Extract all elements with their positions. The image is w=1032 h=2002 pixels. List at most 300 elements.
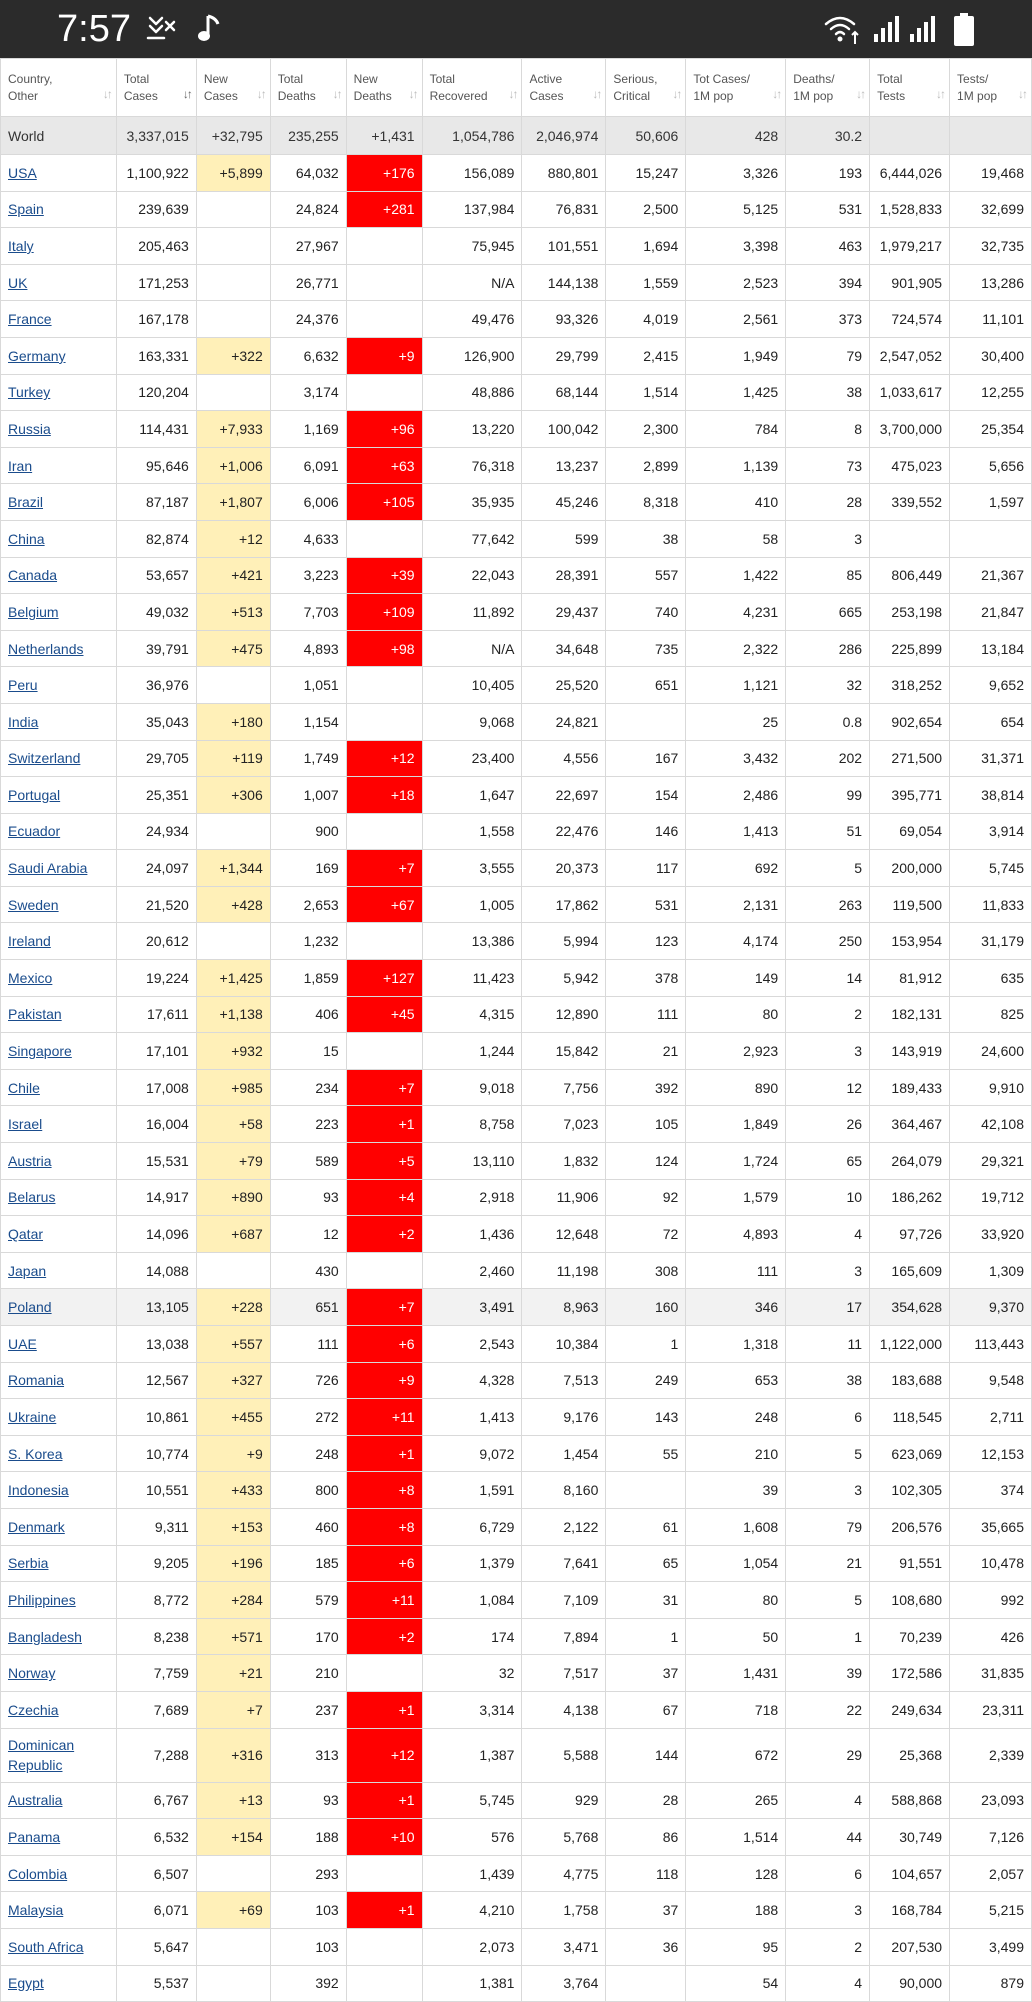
- cell-total-tests: 318,252: [870, 667, 950, 704]
- column-header-deaths-per-1m[interactable]: [786, 59, 870, 117]
- cell-total-tests: 395,771: [870, 777, 950, 814]
- cell-new-deaths: [346, 1855, 422, 1892]
- cell-total-cases: 24,934: [116, 813, 196, 850]
- cell-total-tests: 271,500: [870, 740, 950, 777]
- table-row: [1, 411, 1032, 448]
- cell-tot-cases-per-1m: 1,121: [686, 667, 786, 704]
- cell-total-cases: 12,567: [116, 1362, 196, 1399]
- cell-new-deaths: [346, 1033, 422, 1070]
- cell-total-cases: 163,331: [116, 337, 196, 374]
- cell-new-deaths: +6: [346, 1545, 422, 1582]
- cell-new-cases: +985: [196, 1069, 270, 1106]
- cell-total-deaths: 293: [270, 1855, 346, 1892]
- cell-country[interactable]: Poland: [1, 1289, 117, 1326]
- cell-total-recovered: 10,405: [422, 667, 522, 704]
- cell-deaths-per-1m: 3: [786, 520, 870, 557]
- cell-deaths-per-1m: 5: [786, 850, 870, 887]
- cell-country[interactable]: Chile: [1, 1069, 117, 1106]
- column-header-label: Total Tests: [877, 71, 906, 103]
- cell-total-deaths: 6,091: [270, 447, 346, 484]
- cell-total-tests: 207,530: [870, 1928, 950, 1965]
- cell-deaths-per-1m: 10: [786, 1179, 870, 1216]
- cell-country[interactable]: Ireland: [1, 923, 117, 960]
- cell-total-recovered: 9,068: [422, 703, 522, 740]
- column-header-new-deaths[interactable]: [346, 59, 422, 117]
- cell-total-recovered: 1,084: [422, 1582, 522, 1619]
- cell-country[interactable]: UK: [1, 264, 117, 301]
- cell-total-recovered: 2,543: [422, 1326, 522, 1363]
- cell-total-recovered: 8,758: [422, 1106, 522, 1143]
- sort-icon[interactable]: ↓↑: [508, 87, 517, 101]
- cell-new-deaths: +67: [346, 886, 422, 923]
- cell-serious-critical: 15,247: [606, 155, 686, 192]
- table-row: [1, 557, 1032, 594]
- cell-country[interactable]: Czechia: [1, 1691, 117, 1728]
- cell-country[interactable]: Brazil: [1, 484, 117, 521]
- column-header-total-deaths[interactable]: [270, 59, 346, 117]
- cell-deaths-per-1m: 286: [786, 630, 870, 667]
- cell-total-cases: 87,187: [116, 484, 196, 521]
- cell-total-recovered: 2,073: [422, 1928, 522, 1965]
- cell-tests-per-1m: 29,321: [950, 1143, 1032, 1180]
- cell-total-cases: 29,705: [116, 740, 196, 777]
- cell-serious-critical: 118: [606, 1855, 686, 1892]
- cell-total-tests: 901,905: [870, 264, 950, 301]
- cell-total-deaths: 12: [270, 1216, 346, 1253]
- cell-tot-cases-per-1m: 58: [686, 520, 786, 557]
- cell-country[interactable]: Spain: [1, 191, 117, 228]
- cell-total-deaths: 93: [270, 1179, 346, 1216]
- column-header-tests-per-1m[interactable]: [950, 59, 1032, 117]
- table-row: [1, 594, 1032, 631]
- cell-country[interactable]: Turkey: [1, 374, 117, 411]
- cell-country[interactable]: Netherlands: [1, 630, 117, 667]
- cell-total-tests: 25,368: [870, 1728, 950, 1782]
- sort-icon[interactable]: ↓↑: [102, 87, 111, 101]
- cell-new-deaths: +11: [346, 1582, 422, 1619]
- cell-total-cases: 6,071: [116, 1892, 196, 1929]
- cell-new-cases: +5,899: [196, 155, 270, 192]
- column-header-total-tests[interactable]: [870, 59, 950, 117]
- cell-active-cases: 599: [522, 520, 606, 557]
- cell-total-deaths: 111: [270, 1326, 346, 1363]
- cell-total-tests: 623,069: [870, 1435, 950, 1472]
- cell-new-deaths: [346, 703, 422, 740]
- cell-total-recovered: 77,642: [422, 520, 522, 557]
- cell-tests-per-1m: 654: [950, 703, 1032, 740]
- cell-country[interactable]: Italy: [1, 228, 117, 265]
- cell-new-deaths: +176: [346, 155, 422, 192]
- cell-tests-per-1m: 426: [950, 1618, 1032, 1655]
- cell-new-cases: +1,006: [196, 447, 270, 484]
- cell-total-tests: 30,749: [870, 1819, 950, 1856]
- cell-new-deaths: +7: [346, 1289, 422, 1326]
- cell-total-recovered: 126,900: [422, 337, 522, 374]
- cell-active-cases: 929: [522, 1782, 606, 1819]
- cell-total-tests: 104,657: [870, 1855, 950, 1892]
- cell-total-deaths: 103: [270, 1928, 346, 1965]
- cell-serious-critical: 38: [606, 520, 686, 557]
- column-header-total-recovered[interactable]: [422, 59, 522, 117]
- cell-serious-critical: 37: [606, 1892, 686, 1929]
- cell-active-cases: 7,023: [522, 1106, 606, 1143]
- cell-tot-cases-per-1m: 4,893: [686, 1216, 786, 1253]
- cell-tests-per-1m: 9,910: [950, 1069, 1032, 1106]
- cell-total-recovered: N/A: [422, 630, 522, 667]
- cell-serious-critical: 123: [606, 923, 686, 960]
- cell-tot-cases-per-1m: 1,413: [686, 813, 786, 850]
- cell-country[interactable]: Singapore: [1, 1033, 117, 1070]
- cell-tests-per-1m: 13,286: [950, 264, 1032, 301]
- cell-tot-cases-per-1m: 80: [686, 1582, 786, 1619]
- cell-total-cases: 13,105: [116, 1289, 196, 1326]
- cell-country[interactable]: Peru: [1, 667, 117, 704]
- cell-tests-per-1m: 9,652: [950, 667, 1032, 704]
- cell-tot-cases-per-1m: 718: [686, 1691, 786, 1728]
- column-header-label: Country, Other: [8, 71, 53, 103]
- cell-new-deaths: [346, 667, 422, 704]
- cell-total-tests: 81,912: [870, 960, 950, 997]
- column-header-tot-cases-per-1m[interactable]: [686, 59, 786, 117]
- cell-new-cases: [196, 228, 270, 265]
- column-header-label: New Cases: [203, 71, 238, 103]
- cell-total-tests: 1,033,617: [870, 374, 950, 411]
- cell-serious-critical: 86: [606, 1819, 686, 1856]
- cell-serious-critical: 378: [606, 960, 686, 997]
- cell-serious-critical: 531: [606, 886, 686, 923]
- cell-active-cases: 9,176: [522, 1399, 606, 1436]
- cell-total-recovered: 13,386: [422, 923, 522, 960]
- cell-tot-cases-per-1m: 672: [686, 1728, 786, 1782]
- column-header-total-cases[interactable]: [116, 59, 196, 117]
- sort-icon[interactable]: ↓↑: [332, 87, 341, 101]
- cell-new-deaths: +98: [346, 630, 422, 667]
- cell-country[interactable]: Sweden: [1, 886, 117, 923]
- cell-new-deaths: +1: [346, 1691, 422, 1728]
- cell-new-deaths: +10: [346, 1819, 422, 1856]
- cell-tests-per-1m: 31,371: [950, 740, 1032, 777]
- cell-total-recovered: 1,244: [422, 1033, 522, 1070]
- cell-total-tests: 1,528,833: [870, 191, 950, 228]
- cell-tests-per-1m: 21,367: [950, 557, 1032, 594]
- cell-new-cases: +322: [196, 337, 270, 374]
- cell-new-cases: +1,425: [196, 960, 270, 997]
- cell-total-deaths: 237: [270, 1691, 346, 1728]
- cell-deaths-per-1m: 44: [786, 1819, 870, 1856]
- cell-country[interactable]: China: [1, 520, 117, 557]
- table-row: [1, 1965, 1032, 2002]
- cell-tests-per-1m: 23,093: [950, 1782, 1032, 1819]
- cell-deaths-per-1m: 4: [786, 1782, 870, 1819]
- cell-tests-per-1m: 13,184: [950, 630, 1032, 667]
- cell-total-tests: 90,000: [870, 1965, 950, 2002]
- cell-active-cases: 34,648: [522, 630, 606, 667]
- cell-total-deaths: 3,174: [270, 374, 346, 411]
- cell-total-tests: 339,552: [870, 484, 950, 521]
- cell-serious-critical: 1,559: [606, 264, 686, 301]
- cell-new-cases: [196, 191, 270, 228]
- cell-new-cases: +7: [196, 1691, 270, 1728]
- cell-serious-critical: 154: [606, 777, 686, 814]
- cell-total-deaths: 6,006: [270, 484, 346, 521]
- cell-country[interactable]: Iran: [1, 447, 117, 484]
- table-row: [1, 1892, 1032, 1929]
- cell-active-cases: 68,144: [522, 374, 606, 411]
- cell-total-recovered: 1,005: [422, 886, 522, 923]
- cell-total-cases: 171,253: [116, 264, 196, 301]
- cell-country[interactable]: Norway: [1, 1655, 117, 1692]
- cell-new-cases: +21: [196, 1655, 270, 1692]
- cell-total-cases: 17,101: [116, 1033, 196, 1070]
- sort-icon[interactable]: ↓↑: [672, 87, 681, 101]
- column-header-active-cases[interactable]: [522, 59, 606, 117]
- cell-country[interactable]: Germany: [1, 337, 117, 374]
- table-header: [1, 59, 1032, 117]
- cell-country[interactable]: Ecuador: [1, 813, 117, 850]
- cell-total-cases: 8,772: [116, 1582, 196, 1619]
- cell-country[interactable]: France: [1, 301, 117, 338]
- cell-country[interactable]: Belarus: [1, 1179, 117, 1216]
- cell-country[interactable]: India: [1, 703, 117, 740]
- cell-country[interactable]: Egypt: [1, 1965, 117, 2002]
- cell-new-deaths: +96: [346, 411, 422, 448]
- cell-country[interactable]: Australia: [1, 1782, 117, 1819]
- cell-country[interactable]: S. Korea: [1, 1435, 117, 1472]
- cell-total-tests: 206,576: [870, 1508, 950, 1545]
- cell-country[interactable]: Indonesia: [1, 1472, 117, 1509]
- cell-total-deaths: 64,032: [270, 155, 346, 192]
- cell-new-deaths: +1: [346, 1435, 422, 1472]
- cell-serious-critical: 2,415: [606, 337, 686, 374]
- cell-tot-cases-per-1m: 428: [686, 117, 786, 155]
- cell-total-recovered: 22,043: [422, 557, 522, 594]
- cell-new-cases: +890: [196, 1179, 270, 1216]
- cell-total-tests: 225,899: [870, 630, 950, 667]
- cell-new-cases: [196, 264, 270, 301]
- cell-tests-per-1m: 23,311: [950, 1691, 1032, 1728]
- cell-total-recovered: 1,413: [422, 1399, 522, 1436]
- cell-serious-critical: 36: [606, 1928, 686, 1965]
- cell-deaths-per-1m: 12: [786, 1069, 870, 1106]
- cell-new-cases: [196, 374, 270, 411]
- cell-active-cases: 29,437: [522, 594, 606, 631]
- cell-total-cases: 21,520: [116, 886, 196, 923]
- cell-active-cases: 22,476: [522, 813, 606, 850]
- cell-country[interactable]: Portugal: [1, 777, 117, 814]
- header-row: [1, 59, 1032, 117]
- cell-total-cases: 5,537: [116, 1965, 196, 2002]
- cell-new-cases: +154: [196, 1819, 270, 1856]
- cell-total-tests: 168,784: [870, 1892, 950, 1929]
- sort-icon[interactable]: ↓↑: [592, 87, 601, 101]
- cell-deaths-per-1m: 85: [786, 557, 870, 594]
- cell-tot-cases-per-1m: 265: [686, 1782, 786, 1819]
- cell-tests-per-1m: 38,814: [950, 777, 1032, 814]
- cell-total-recovered: 1,647: [422, 777, 522, 814]
- cell-deaths-per-1m: 0.8: [786, 703, 870, 740]
- cell-serious-critical: 557: [606, 557, 686, 594]
- cell-country[interactable]: Colombia: [1, 1855, 117, 1892]
- cell-serious-critical: [606, 1965, 686, 2002]
- cell-country[interactable]: South Africa: [1, 1928, 117, 1965]
- cell-country[interactable]: Serbia: [1, 1545, 117, 1582]
- cell-new-cases: +153: [196, 1508, 270, 1545]
- cell-country[interactable]: Israel: [1, 1106, 117, 1143]
- cell-active-cases: 76,831: [522, 191, 606, 228]
- cell-total-cases: 8,238: [116, 1618, 196, 1655]
- cell-new-cases: +13: [196, 1782, 270, 1819]
- cell-serious-critical: 31: [606, 1582, 686, 1619]
- cell-tests-per-1m: 992: [950, 1582, 1032, 1619]
- cell-total-deaths: 1,051: [270, 667, 346, 704]
- cell-deaths-per-1m: 250: [786, 923, 870, 960]
- cell-country[interactable]: Romania: [1, 1362, 117, 1399]
- cell-tests-per-1m: 33,920: [950, 1216, 1032, 1253]
- cell-country[interactable]: Japan: [1, 1252, 117, 1289]
- cell-total-deaths: 579: [270, 1582, 346, 1619]
- table-row: [1, 374, 1032, 411]
- cell-country[interactable]: Canada: [1, 557, 117, 594]
- cell-total-deaths: 1,154: [270, 703, 346, 740]
- cell-country[interactable]: Bangladesh: [1, 1618, 117, 1655]
- cell-total-cases: 49,032: [116, 594, 196, 631]
- cell-total-cases: 17,611: [116, 996, 196, 1033]
- cell-tests-per-1m: 1,597: [950, 484, 1032, 521]
- cell-active-cases: 4,556: [522, 740, 606, 777]
- cell-total-cases: 14,096: [116, 1216, 196, 1253]
- cell-country[interactable]: Qatar: [1, 1216, 117, 1253]
- cell-total-tests: 253,198: [870, 594, 950, 631]
- cell-serious-critical: 249: [606, 1362, 686, 1399]
- table-row: [1, 1855, 1032, 1892]
- cell-total-recovered: 11,423: [422, 960, 522, 997]
- cell-total-tests: [870, 520, 950, 557]
- cell-total-deaths: 7,703: [270, 594, 346, 631]
- cell-tot-cases-per-1m: 1,949: [686, 337, 786, 374]
- cell-tot-cases-per-1m: 1,608: [686, 1508, 786, 1545]
- cell-country[interactable]: Belgium: [1, 594, 117, 631]
- cell-country[interactable]: UAE: [1, 1326, 117, 1363]
- table-row: [1, 923, 1032, 960]
- table-row: [1, 1143, 1032, 1180]
- sort-icon[interactable]: ↓↑: [256, 87, 265, 101]
- cell-new-cases: +12: [196, 520, 270, 557]
- cell-country[interactable]: Austria: [1, 1143, 117, 1180]
- cell-deaths-per-1m: 531: [786, 191, 870, 228]
- cell-deaths-per-1m: 51: [786, 813, 870, 850]
- cell-new-cases: +79: [196, 1143, 270, 1180]
- cell-serious-critical: 1: [606, 1326, 686, 1363]
- table-row: [1, 886, 1032, 923]
- cell-country[interactable]: Malaysia: [1, 1892, 117, 1929]
- cell-total-cases: 6,767: [116, 1782, 196, 1819]
- cell-country[interactable]: Panama: [1, 1819, 117, 1856]
- cell-country[interactable]: Russia: [1, 411, 117, 448]
- cell-tot-cases-per-1m: 890: [686, 1069, 786, 1106]
- cell-tests-per-1m: 31,179: [950, 923, 1032, 960]
- cell-new-cases: +327: [196, 1362, 270, 1399]
- column-header-new-cases[interactable]: [196, 59, 270, 117]
- cell-total-deaths: 188: [270, 1819, 346, 1856]
- cell-country[interactable]: Pakistan: [1, 996, 117, 1033]
- cell-total-deaths: 1,232: [270, 923, 346, 960]
- cell-deaths-per-1m: 38: [786, 1362, 870, 1399]
- cell-active-cases: 24,821: [522, 703, 606, 740]
- cell-tests-per-1m: 12,255: [950, 374, 1032, 411]
- cell-tot-cases-per-1m: 2,131: [686, 886, 786, 923]
- column-header-label: New Deaths: [353, 71, 392, 103]
- cell-country[interactable]: Mexico: [1, 960, 117, 997]
- cell-tests-per-1m: 32,735: [950, 228, 1032, 265]
- table-row: [1, 703, 1032, 740]
- cell-tests-per-1m: 42,108: [950, 1106, 1032, 1143]
- cell-total-deaths: 2,653: [270, 886, 346, 923]
- cell-tot-cases-per-1m: 1,139: [686, 447, 786, 484]
- cell-active-cases: 29,799: [522, 337, 606, 374]
- cell-total-cases: 14,088: [116, 1252, 196, 1289]
- cell-active-cases: 10,384: [522, 1326, 606, 1363]
- sort-icon[interactable]: ↓↑: [408, 87, 417, 101]
- cell-total-recovered: 49,476: [422, 301, 522, 338]
- cell-total-cases: 15,531: [116, 1143, 196, 1180]
- cell-deaths-per-1m: 202: [786, 740, 870, 777]
- cell-new-cases: +32,795: [196, 117, 270, 155]
- cell-new-deaths: +8: [346, 1508, 422, 1545]
- cell-country[interactable]: USA: [1, 155, 117, 192]
- cell-new-deaths: +1,431: [346, 117, 422, 155]
- sort-icon[interactable]: ↓↑: [936, 87, 945, 101]
- table-row: [1, 1545, 1032, 1582]
- cell-new-cases: +306: [196, 777, 270, 814]
- cell-country[interactable]: Denmark: [1, 1508, 117, 1545]
- cell-tests-per-1m: 2,339: [950, 1728, 1032, 1782]
- cell-total-deaths: 15: [270, 1033, 346, 1070]
- cell-country[interactable]: Ukraine: [1, 1399, 117, 1436]
- cell-total-cases: 10,861: [116, 1399, 196, 1436]
- cell-serious-critical: 21: [606, 1033, 686, 1070]
- sort-icon[interactable]: ↓↑: [1018, 87, 1026, 101]
- cell-tot-cases-per-1m: 111: [686, 1252, 786, 1289]
- cell-new-cases: +69: [196, 1892, 270, 1929]
- sort-icon[interactable]: ↓↑: [182, 87, 191, 101]
- column-header-country[interactable]: [1, 59, 117, 117]
- column-header-serious-critical[interactable]: [606, 59, 686, 117]
- cell-country[interactable]: Switzerland: [1, 740, 117, 777]
- cell-tests-per-1m: 5,745: [950, 850, 1032, 887]
- sort-icon[interactable]: ↓↑: [772, 87, 781, 101]
- cell-tot-cases-per-1m: 2,322: [686, 630, 786, 667]
- cell-tests-per-1m: 12,153: [950, 1435, 1032, 1472]
- cell-country[interactable]: Philippines: [1, 1582, 117, 1619]
- cell-tot-cases-per-1m: 3,432: [686, 740, 786, 777]
- cell-new-cases: +196: [196, 1545, 270, 1582]
- cell-total-deaths: 210: [270, 1655, 346, 1692]
- cell-total-tests: 91,551: [870, 1545, 950, 1582]
- cell-new-deaths: +1: [346, 1782, 422, 1819]
- cell-country[interactable]: Saudi Arabia: [1, 850, 117, 887]
- cell-tests-per-1m: 25,354: [950, 411, 1032, 448]
- cell-total-recovered: 4,210: [422, 1892, 522, 1929]
- sort-icon[interactable]: ↓↑: [856, 87, 865, 101]
- cell-tot-cases-per-1m: 1,724: [686, 1143, 786, 1180]
- cell-total-cases: 19,224: [116, 960, 196, 997]
- cell-deaths-per-1m: 14: [786, 960, 870, 997]
- cell-deaths-per-1m: 6: [786, 1399, 870, 1436]
- cell-total-recovered: 1,436: [422, 1216, 522, 1253]
- cell-serious-critical: 4,019: [606, 301, 686, 338]
- cell-active-cases: 144,138: [522, 264, 606, 301]
- cell-country[interactable]: Dominican Republic: [1, 1728, 117, 1782]
